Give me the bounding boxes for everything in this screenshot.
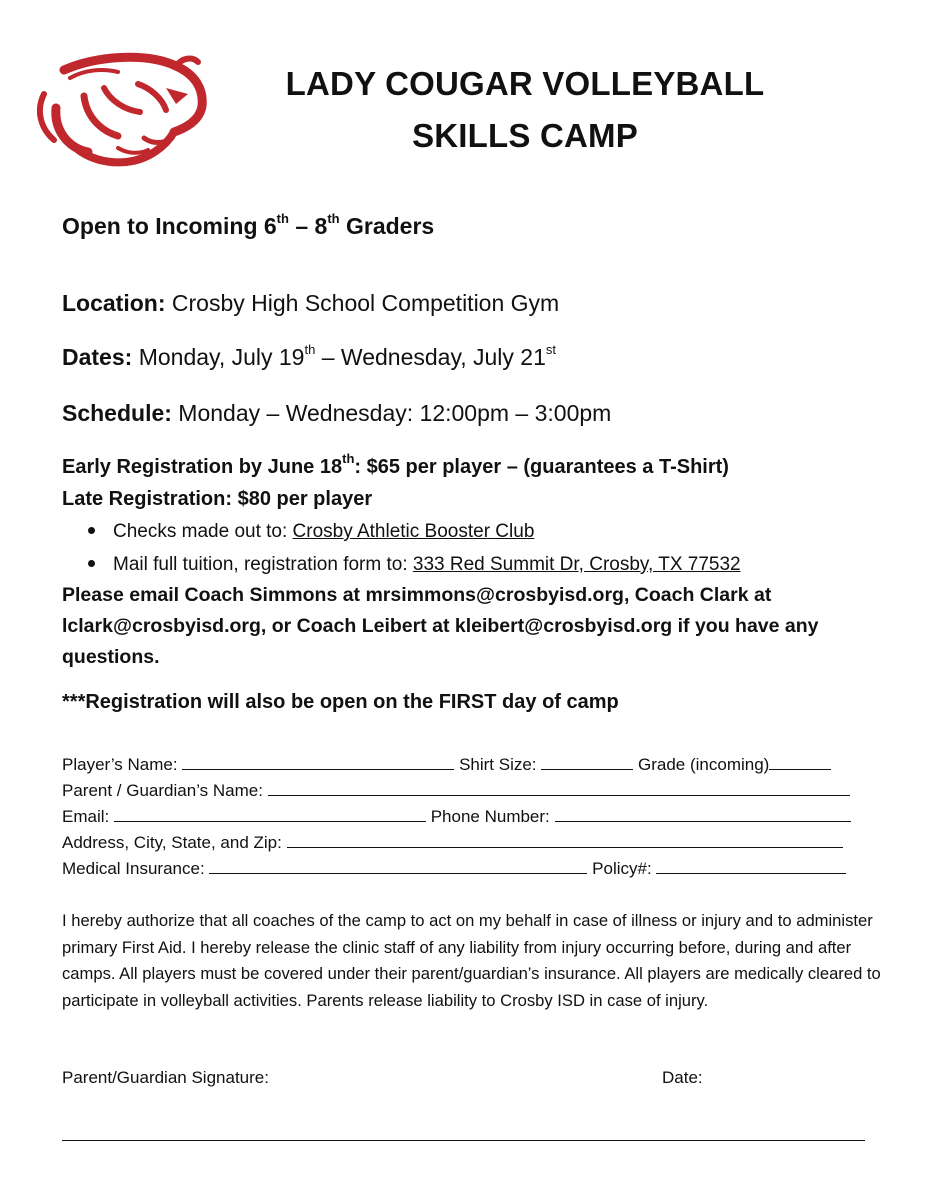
policy-label: Policy#: [592,859,652,878]
email-label: Email: [62,807,110,826]
location-value: Crosby High School Competition Gym [165,290,560,316]
location-line [62,290,559,317]
shirt-size-field[interactable] [541,755,633,770]
page-title-line1: LADY COUGAR VOLLEYBALL [285,65,765,102]
player-name-label: Player’s Name: [62,755,178,774]
grade-field[interactable] [769,755,831,770]
waiver-text: I hereby authorize that all coaches of the camp to act on my behalf in case of illness or injury and to administer primary First Aid. I hereby release the clinic staff of any liability from injury occurring before, during and after camps. All players must be covered under their parent/guardian’s insurance. All players are medically cleared to participate in volleyball activities. Parents release liability to Crosby ISD in case of injury. [62,911,881,1010]
schedule-value: Monday – Wednesday: 12:00pm – 3:00pm [171,400,612,426]
medical-insurance-label: Medical Insurance: [62,859,205,878]
date-label: Date: [662,1068,703,1087]
email-field[interactable] [114,807,426,822]
guardian-name-field[interactable] [268,781,850,796]
location-label: Location: [62,290,166,316]
player-name-field[interactable] [182,755,454,770]
dates-label: Dates: [62,344,133,370]
guardian-name-label: Parent / Guardian’s Name: [62,781,263,800]
registration-note: ***Registration will also be open on the FIRST day of camp [62,691,619,713]
address-label: Address, City, State, and Zip: [62,833,282,852]
schedule-label: Schedule: [62,400,172,426]
bullet-icon [88,560,95,567]
address-field[interactable] [287,833,843,848]
form-row-guardian [62,781,850,801]
form-row-insurance [62,859,846,879]
bullet-checks: Checks made out to: Crosby Athletic Booster Club [88,521,534,543]
signature-label: Parent/Guardian Signature: [62,1068,269,1087]
page-title-line2: SKILLS CAMP [412,117,638,154]
policy-field[interactable] [656,859,846,874]
early-registration: Early Registration by June 18th: $65 per player – (guarantees a T-Shirt) [62,451,729,478]
phone-field[interactable] [555,807,851,822]
cougar-head-logo-icon [26,48,211,173]
contact-text: Please email Coach Simmons at mrsimmons@crosbyisd.org, Coach Clark at lclark@crosbyisd.org, or Coach Leibert at kleibert@crosbyisd.org if you have any questions. [62,584,819,668]
grade-label: Grade (incoming) [638,755,770,774]
signature-line[interactable] [62,1140,865,1141]
form-row-contact [62,807,851,827]
schedule-line [62,400,611,427]
dates-line: Dates: Monday, July 19th – Wednesday, July 21st [62,342,557,370]
form-row-player [62,755,831,775]
shirt-size-label: Shirt Size: [459,755,537,774]
bullet-mail: Mail full tuition, registration form to: 333 Red Summit Dr, Crosby, TX 77532 [88,554,741,576]
eligibility-line: Open to Incoming 6th – 8th Graders [62,211,435,239]
form-row-address [62,833,843,853]
phone-label: Phone Number: [430,807,550,826]
medical-insurance-field[interactable] [209,859,587,874]
late-registration: Late Registration: $80 per player [62,488,373,510]
bullet-icon [88,527,95,534]
